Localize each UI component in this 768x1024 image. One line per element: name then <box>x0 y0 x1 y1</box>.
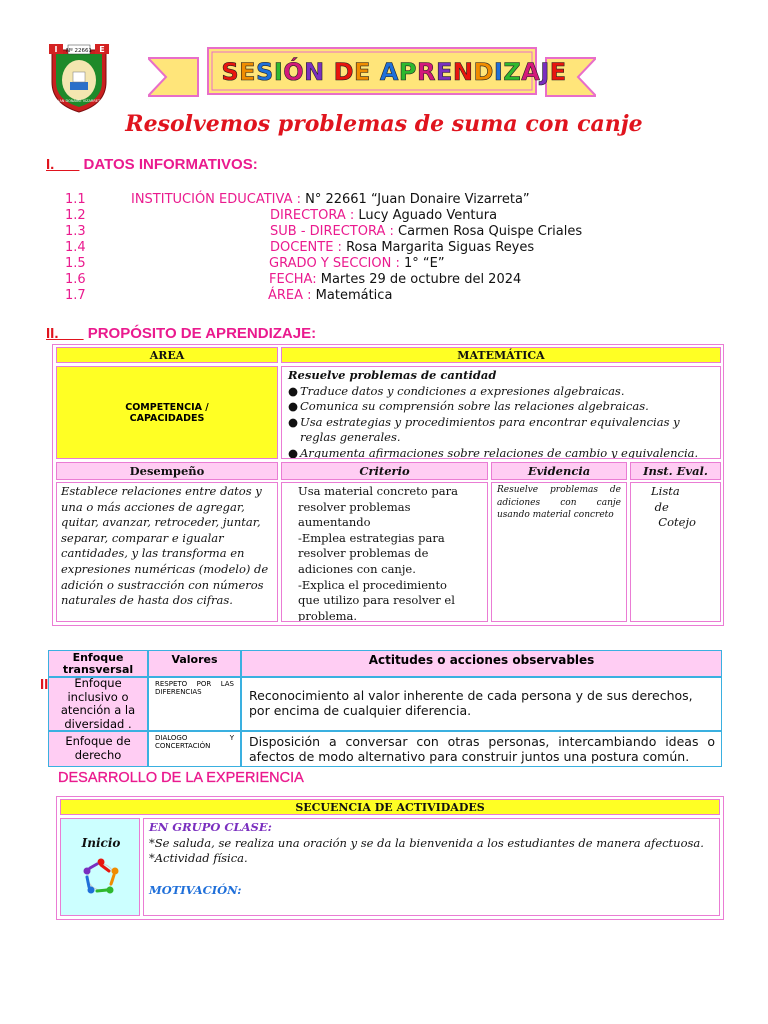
info-label: GRADO Y SECCION : <box>269 256 400 271</box>
header-evidencia: Evidencia <box>491 462 627 480</box>
proposito-table <box>52 344 724 626</box>
info-row <box>0 272 768 288</box>
info-number: 1.3 <box>65 224 86 239</box>
banner-letter: D <box>333 58 355 86</box>
header-desempeno: Desempeño <box>56 462 278 480</box>
info-number: 1.4 <box>65 240 86 255</box>
info-number: 1.7 <box>65 288 86 303</box>
section-number: I.___ <box>46 156 80 173</box>
info-label: SUB - DIRECTORA : <box>270 224 394 239</box>
info-value: Lucy Aguado Ventura <box>354 208 498 223</box>
banner-letter: Ó <box>283 58 305 86</box>
banner-letter: S <box>221 58 240 86</box>
inst-eval-cell: Lista de Cotejo <box>630 482 721 622</box>
info-number: 1.6 <box>65 272 86 287</box>
capacidad-item: ● Usa estrategias y procedimientos para encontrar equivalencias y reglas generales. <box>288 414 680 444</box>
info-value: Matemática <box>311 288 393 303</box>
competencia-content-cell <box>281 366 721 459</box>
info-label: INSTITUCIÓN EDUCATIVA : <box>131 192 301 207</box>
section-number: II.___ <box>46 325 84 342</box>
info-value: Carmen Rosa Quispe Criales <box>393 224 583 239</box>
capacidad-item: ● Traduce datos y condiciones a expresiones algebraicas. <box>288 383 625 398</box>
secuencia-header: SECUENCIA DE ACTIVIDADES <box>60 799 720 815</box>
info-label: ÁREA : <box>268 288 312 303</box>
info-value: Rosa Margarita Siguas Reyes <box>341 240 535 255</box>
banner-letter: E <box>239 58 257 86</box>
header-criterio: Criterio <box>281 462 488 480</box>
logo-badge-right: E <box>99 45 105 54</box>
school-logo <box>46 42 112 114</box>
info-row <box>0 208 768 224</box>
banner-letter <box>325 58 334 86</box>
section-title: DATOS INFORMATIVOS: <box>83 156 258 173</box>
info-value: N° 22661 “Juan Donaire Vizarreta” <box>300 192 530 207</box>
banner-letter <box>371 58 380 86</box>
info-row <box>0 288 768 304</box>
actitud-cell: Disposición a conversar con otras personas, intercambiando ideas o afectos de modo alternativo para construir juntos una postura común. <box>241 731 722 767</box>
banner-letter: A <box>379 58 399 86</box>
banner-letter: N <box>304 58 325 86</box>
banner-letter: N <box>452 58 474 86</box>
motivacion-label: MOTIVACIÓN: <box>149 882 242 897</box>
capacidad-item: ● Comunica su comprensión sobre las relaciones algebraicas. <box>288 399 649 413</box>
secuencia-table <box>56 796 724 920</box>
bullet-icon: ● <box>288 399 299 413</box>
section-number: II <box>40 676 49 693</box>
inicio-cell <box>60 818 140 916</box>
bullet-icon: ● <box>288 414 299 429</box>
group-circle-icon <box>79 857 123 897</box>
banner-letter: R <box>416 58 436 86</box>
logo-arc-text: JUAN DONAIRE VIZARRETA <box>55 99 103 103</box>
info-row <box>0 256 768 272</box>
header-valores: Valores <box>148 650 241 677</box>
banner-letter: J <box>540 58 550 86</box>
info-row <box>0 240 768 256</box>
banner-letter: E <box>354 58 371 86</box>
info-row <box>0 192 768 208</box>
section-proposito-heading <box>46 325 316 342</box>
banner-letter: I <box>493 58 504 86</box>
activity-line: *Se saluda, se realiza una oración y se da la bienvenida a los estudiantes de manera afectuosa. <box>149 835 704 850</box>
competencia-label-cell: COMPETENCIA / CAPACIDADES <box>56 366 278 459</box>
area-label-cell: AREA <box>56 347 278 363</box>
header-enfoque: Enfoque transversal <box>48 650 148 677</box>
enfoques-table <box>48 650 722 768</box>
activity-line: *Actividad física. <box>149 851 248 866</box>
area-value-cell: MATEMÁTICA <box>281 347 721 363</box>
info-label: DOCENTE : <box>270 240 342 255</box>
info-value: Martes 29 de octubre del 2024 <box>316 272 522 287</box>
info-label: FECHA: <box>269 272 317 287</box>
logo-number: Nº 22661 <box>66 48 92 54</box>
section-title: PROPÓSITO DE APRENDIZAJE: <box>87 325 317 342</box>
desempeno-cell: Establece relaciones entre datos y una o más acciones de agregar, quitar, avanzar, retroceder, juntar, separar, comparar e igualar cantidades, y las transforma en expresiones numéricas (modelo) de adición o sustracción con números naturales de hasta dos cifras. <box>56 482 278 622</box>
header-inst-eval: Inst. Eval. <box>630 462 721 480</box>
section-desarrollo-heading: DESARROLLO DE LA EXPERIENCIA <box>58 770 304 786</box>
phase-label: Inicio <box>81 836 121 850</box>
header-actitudes: Actitudes o acciones observables <box>241 650 722 677</box>
banner-letter: Z <box>503 58 522 86</box>
evidencia-cell: Resuelve problemas de adiciones con canje usando material concreto <box>491 482 627 622</box>
inicio-content-cell <box>143 818 720 916</box>
banner-letter: P <box>398 58 417 86</box>
banner-letter: A <box>521 58 541 86</box>
capacidad-item: ● Argumenta afirmaciones sobre relaciones de cambio y equivalencia. <box>288 445 699 459</box>
info-label: DIRECTORA : <box>270 208 355 223</box>
banner-letter: D <box>473 58 494 86</box>
enfoque-cell: Enfoque inclusivo o atención a la diversidad . <box>48 677 148 731</box>
session-title: Resolvemos problemas de suma con canje <box>125 111 643 137</box>
competencia-title: Resuelve problemas de cantidad <box>288 368 497 382</box>
logo-badge-left: I <box>54 45 58 54</box>
group-label: EN GRUPO CLASE: <box>149 820 272 834</box>
info-number: 1.5 <box>65 256 86 271</box>
info-value: 1° “E” <box>399 256 445 271</box>
banner-title <box>210 50 578 94</box>
banner-letter: E <box>549 58 567 86</box>
bullet-icon: ● <box>288 383 299 398</box>
valor-cell: DIALOGO Y CONCERTACIÓN <box>148 731 241 767</box>
banner-letter: E <box>435 58 453 86</box>
bullet-icon: ● <box>288 445 299 459</box>
enfoque-cell: Enfoque de derecho <box>48 731 148 767</box>
info-row <box>0 224 768 240</box>
banner-letter: I <box>273 58 284 86</box>
info-number: 1.1 <box>65 192 86 207</box>
criterio-cell: Usa material concreto para resolver problemas aumentando -Emplea estrategias para resolver problemas de adiciones con canje. -Explica el procedimiento que utilizo para resolver el problema. <box>281 482 488 622</box>
actitud-cell: Reconocimiento al valor inherente de cada persona y de sus derechos, por encima de cualquier diferencia. <box>241 677 722 731</box>
valor-cell: RESPETO POR LAS DIFERENCIAS <box>148 677 241 731</box>
banner-letter: S <box>256 58 274 86</box>
section-datos-heading <box>46 156 258 173</box>
info-number: 1.2 <box>65 208 86 223</box>
